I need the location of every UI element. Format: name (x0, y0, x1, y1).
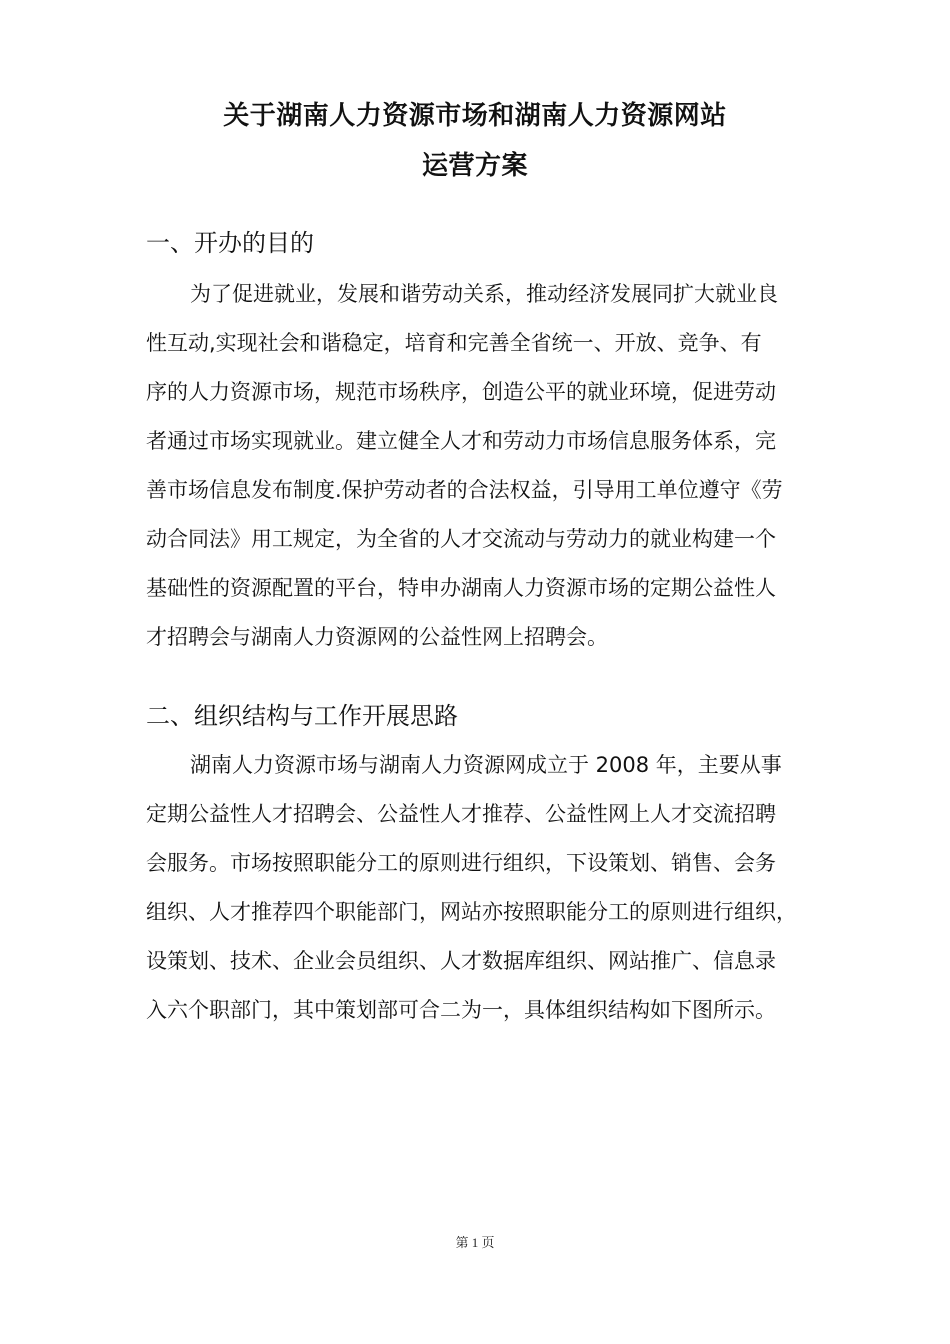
paragraph-line: 基础性的资源配置的平台，特申办湖南人力资源市场的定期公益性人 (146, 576, 776, 600)
section-body-structure (146, 745, 836, 1039)
section-body-purpose (146, 274, 836, 666)
paragraph-line: 设策划、技术、企业会员组织、人才数据库组织、网站推广、信息录 (146, 949, 776, 973)
paragraph-line: 善市场信息发布制度.保护劳动者的合法权益，引导用工单位遵守《劳 (146, 478, 783, 502)
document-subtitle: 运营方案 (421, 151, 528, 181)
paragraph-line: 性互动,实现社会和谐稳定，培育和完善全省统一、开放、竞争、有 (146, 331, 762, 355)
paragraph-line: 湖南人力资源市场与湖南人力资源网成立于 2008 年，主要从事 (190, 753, 782, 777)
paragraph-line: 动合同法》用工规定，为全省的人才交流动与劳动力的就业构建一个 (146, 527, 776, 551)
paragraph-line: 组织、人才推荐四个职能部门，网站亦按照职能分工的原则进行组织， (146, 900, 797, 924)
paragraph-line: 者通过市场实现就业。建立健全人才和劳动力市场信息服务体系，完 (146, 429, 776, 453)
page-number-footer: 第 1 页 (455, 1235, 495, 1250)
paragraph-line: 序的人力资源市场，规范市场秩序，创造公平的就业环境，促进劳动 (146, 380, 776, 404)
section-heading-structure: 二、组织结构与工作开展思路 (146, 702, 458, 730)
paragraph-line: 才招聘会与湖南人力资源网的公益性网上招聘会。 (146, 625, 608, 649)
section-heading-purpose: 一、开办的目的 (146, 229, 314, 257)
paragraph-line: 会服务。市场按照职能分工的原则进行组织，下设策划、销售、会务 (146, 851, 776, 875)
paragraph-line: 定期公益性人才招聘会、公益性人才推荐、公益性网上人才交流招聘 (146, 802, 776, 826)
document-title: 关于湖南人力资源市场和湖南人力资源网站 (223, 101, 727, 131)
paragraph-line: 为了促进就业，发展和谐劳动关系，推动经济发展同扩大就业良 (190, 282, 778, 306)
paragraph-line: 入六个职部门，其中策划部可合二为一，具体组织结构如下图所示。 (146, 998, 776, 1022)
